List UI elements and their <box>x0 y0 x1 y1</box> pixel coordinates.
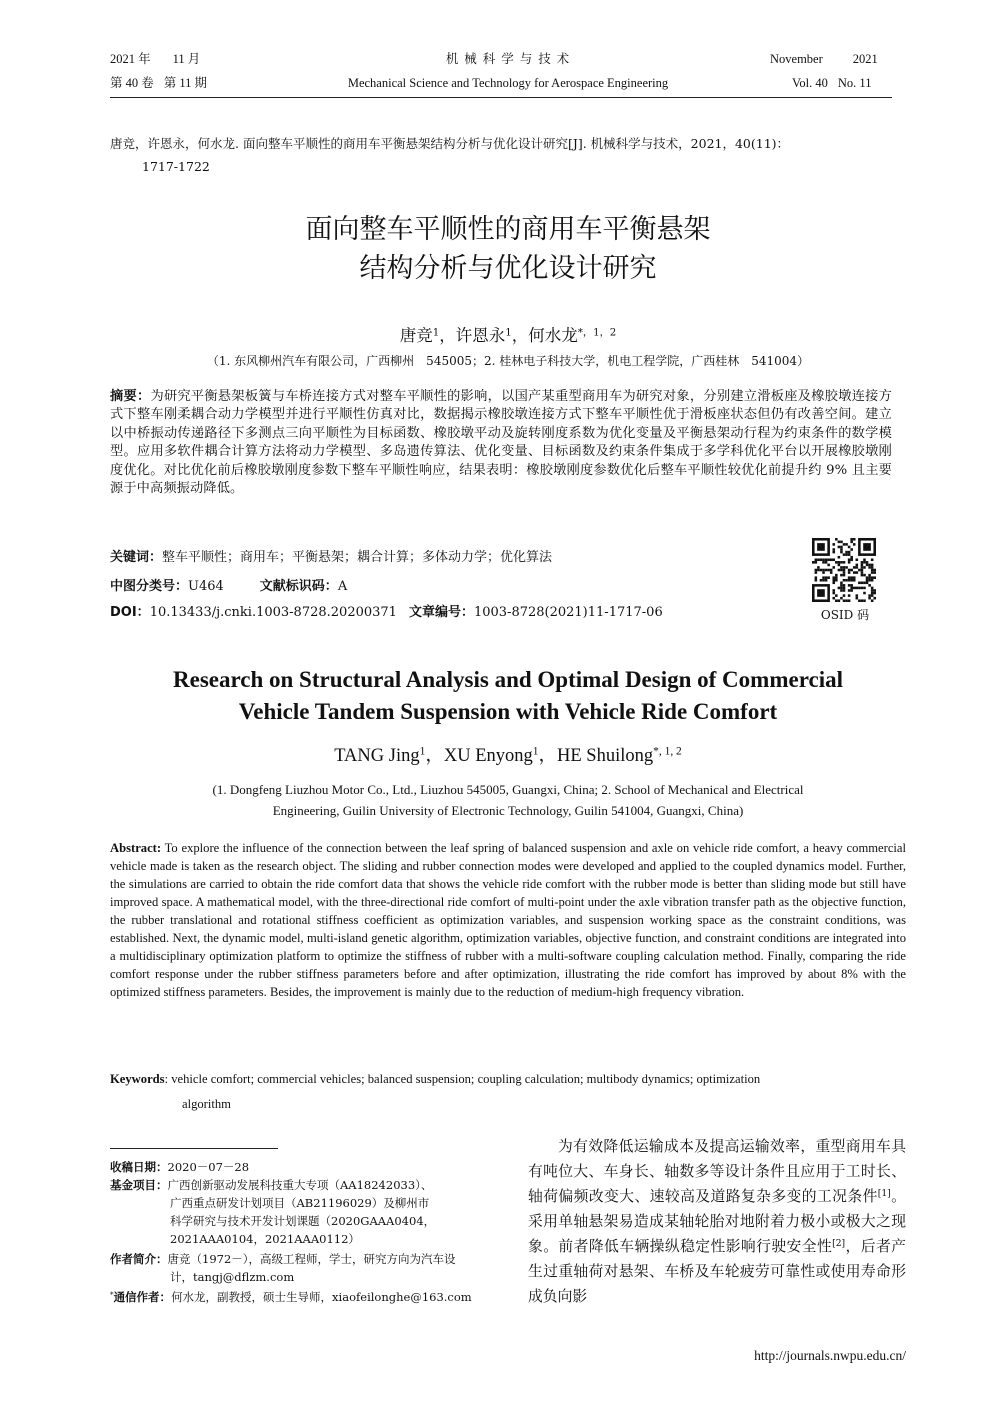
title-en: Research on Structural Analysis and Optimal Design of Commercial Vehicle Tandem Suspension with Vehicle Ride Comfort <box>173 667 843 724</box>
authors-en: TANG Jing$^1$，XU Enyong$^1$，HE Shuilong$^{*, 1, 2}$ <box>334 745 682 766</box>
footnote-bio: 作者简介：唐竞（1972－），高级工程师，学士，研究方向为汽车设 计，tangj@dflzm.com <box>110 1252 456 1284</box>
header-journal-cn: 机 械 科 学 与 技 术 <box>445 51 571 66</box>
footnotes <box>110 1158 490 1306</box>
title-cn: 面向整车平顺性的商用车平衡悬架 结构分析与优化设计研究 <box>305 214 711 284</box>
header-year-left: 2021 年 11 月 <box>110 52 201 66</box>
abstract-cn-label: 摘要： <box>110 389 151 404</box>
header-volume-left: 第 40 卷 第 11 期 <box>110 76 208 90</box>
footer-url[interactable]: http://journals.nwpu.edu.cn/ <box>754 1348 906 1363</box>
affiliation-en: (1. Dongfeng Liuzhou Motor Co., Ltd., Liuzhou 545005, Guangxi, China; 2. School of Mechanical and Electrical Engineering, Guilin University of Electronic Technology, Guilin 541004, Guangxi, China) <box>212 782 804 818</box>
classification-line: 中图分类号：U464 文献标识码：A <box>110 579 348 594</box>
abstract-en-text: To explore the influence of the connection between the leaf spring of balanced suspension and axle on vehicle ride comfort, a heavy commercial vehicle made is taken as the research object. The sliding and rubber connection modes were developed and applied to the coupled dynamics model. Further, the simulations are carried to obtain the ride comfort data that shows the vehicle ride comfort with the rubber mode is better than sliding mode but still have improved space. A mathematical model, with the three-directional ride comfort of multi-point under the axle vibration transfer path as the objective function, the rubber translational and rotational stiffness coefficient as optimization variables, and suspension working space as the constraint conditions, was established. Next, the dynamic model, multi-island genetic algorithm, optimization variables, objective function, and constraint conditions are integrated into a multidisciplinary optimization platform to optimize the stiffness of rubber with a multi-software coupling calculation method. Finally, comparing the ride comfort response under the rubber stiffness parameters before and after optimization, illustrating the ride comfort has improved by about 8% with the optimized stiffness parameters. Besides, the improvement is mainly due to the reduction of medium-high frequency vibration. <box>110 841 906 999</box>
citation: 唐竞，许恩永，何水龙. 面向整车平顺性的商用车平衡悬架结构分析与优化设计研究[J]. 机械科学与技术，2021，40(11)： 1717-1722 <box>110 136 790 174</box>
affiliation-cn: （1. 东风柳州汽车有限公司，广西柳州 545005；2. 桂林电子科技大学，机电工程学院，广西桂林 541004） <box>206 354 810 368</box>
header-journal-en: Mechanical Science and Technology for Aerospace Engineering <box>347 76 669 90</box>
footnote-corresponding: *通信作者：何水龙，副教授，硕士生导师，xiaofeilonghe@163.com <box>110 1290 472 1304</box>
abstract-en <box>110 839 906 1001</box>
abstract-en-label: Abstract: <box>110 841 162 855</box>
abstract-cn <box>110 388 892 498</box>
footnote-rule <box>110 1148 278 1149</box>
body-paragraph: 为有效降低运输成本及提高运输效率，重型商用车具有吨位大、车身长、轴数多等设计条件且应用于工时长、轴荷偏频改变大、速较高及道路复杂多变的工况条件[1]。采用单轴悬架易造成某轴轮胎对地附着力极小或极大之现象。前者降低车辆操纵稳定性影响行驶安全性[2]，后者产生过重轴荷对悬架、车桥及车轮疲劳可靠性或使用寿命形成负向影 <box>528 1138 906 1305</box>
header-rule <box>110 97 892 98</box>
keywords-en: Keywords: vehicle comfort; commercial vehicles; balanced suspension; coupling calculation; multibody dynamics; optimization algorithm <box>110 1072 761 1111</box>
osid-label: OSID 码 <box>820 608 870 622</box>
doi-value: 10.13433/j.cnki.1003-8728.20200371 <box>149 605 397 620</box>
keywords-cn: 关键词：整车平顺性；商用车；平衡悬架；耦合计算；多体动力学；优化算法 <box>110 550 553 565</box>
ref-1[interactable]: [1] <box>877 1187 891 1199</box>
ref-2[interactable]: [2] <box>832 1237 846 1249</box>
authors-cn: 唐竞$^1$，许恩永$^1$，何水龙$^{*,1,2}$ <box>399 326 617 345</box>
osid-qr-code[interactable] <box>812 538 876 602</box>
doi-line: DOI：10.13433/j.cnki.1003-8728.20200371 文章编号：1003-8728(2021)11-1717-06 <box>110 605 663 620</box>
footnote-received: 收稿日期：2020－07－28 <box>110 1160 250 1174</box>
abstract-cn-text: 为研究平衡悬架板簧与车桥连接方式对整车平顺性的影响，以国产某重型商用车为研究对象，分别建立滑板座及橡胶墩连接方式下整车刚柔耦合动力学模型并进行平顺性仿真对比，数据揭示橡胶墩连接方式下整车平顺性优于滑板座状态但仍有改善空间。建立以中桥振动传递路径下多测点三向平顺性为目标函数、橡胶墩平动及旋转刚度系数为优化变量及平衡悬架动行程为约束条件的数学模型。应用多软件耦合计算方法将动力学模型、多岛遗传算法、优化变量、目标函数及约束条件集成于多学科优化平台以开展橡胶墩刚度优化。对比优化前后橡胶墩刚度参数下整车平顺性响应，结果表明：橡胶墩刚度参数优化后整车平顺性较优化前提升约 9% 且主要源于中高频振动降低。 <box>110 389 893 497</box>
header-month-right: November 2021 <box>770 52 878 66</box>
footnote-fund: 基金项目：广西创新驱动发展科技重大专项（AA18242033）、 广西重点研发计划项目（AB21196029）及柳州市 科学研究与技术开发计划课题（2020GAAA0404， 2021AAA0104，2021AAA0112） <box>110 1178 436 1246</box>
header-volume-right: Vol. 40 No. 11 <box>792 76 872 90</box>
